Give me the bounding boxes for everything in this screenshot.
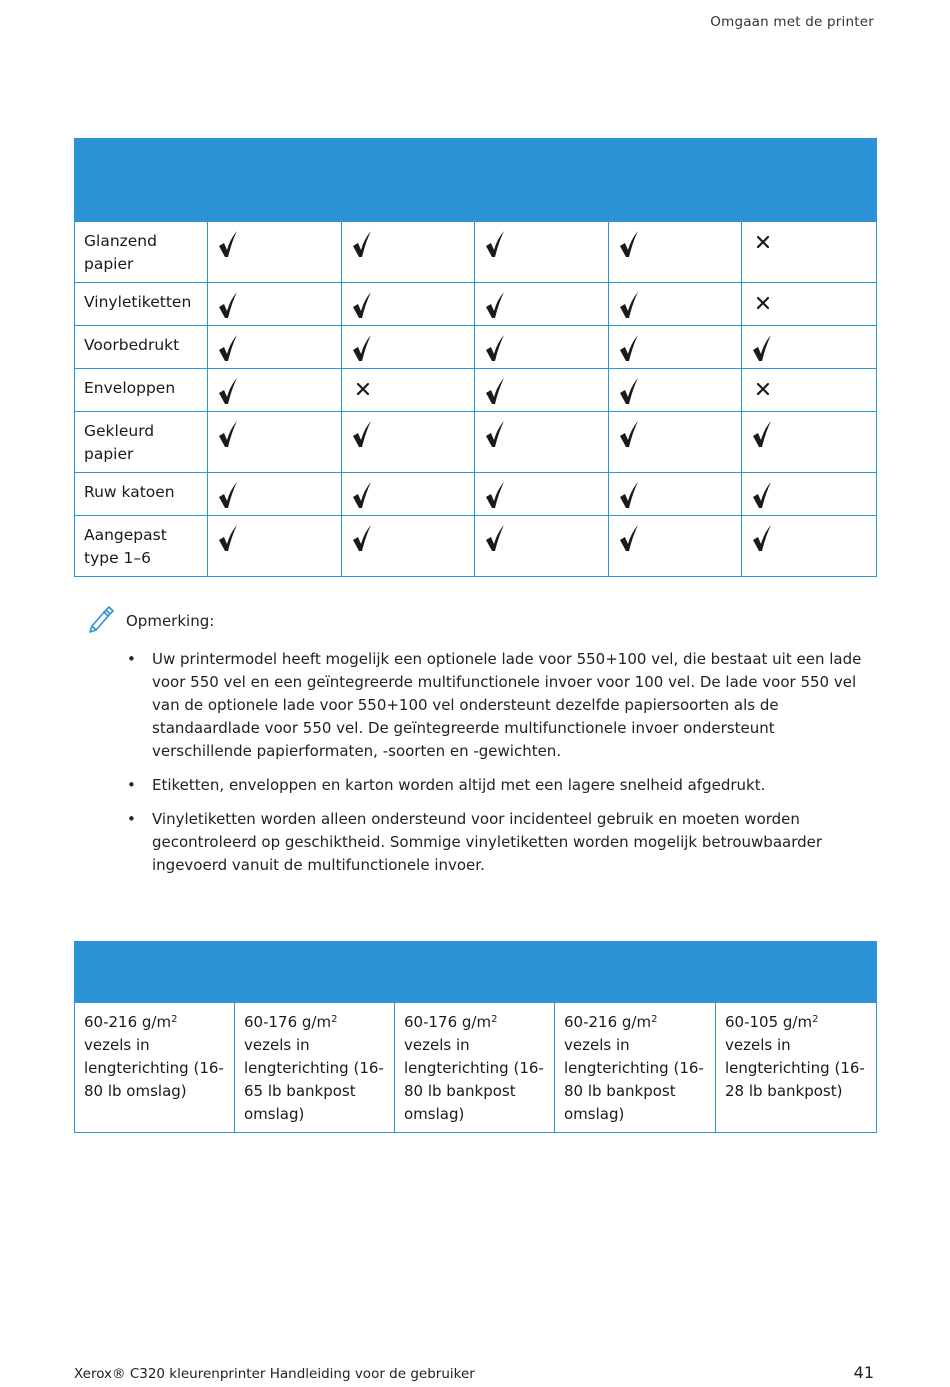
check-icon <box>484 291 599 319</box>
check-icon <box>351 420 465 448</box>
check-icon <box>484 230 599 258</box>
check-icon <box>751 334 867 362</box>
supported-cell <box>208 283 342 326</box>
table-row <box>75 473 877 516</box>
table-row <box>75 369 877 412</box>
check-icon <box>618 334 732 362</box>
check-icon <box>618 377 732 405</box>
supported-cell <box>609 369 742 412</box>
supported-cell <box>208 326 342 369</box>
supported-cell <box>475 222 609 283</box>
check-icon <box>618 481 732 509</box>
supported-cell <box>342 516 475 577</box>
cross-icon <box>751 236 867 248</box>
unsupported-cell <box>342 369 475 412</box>
check-icon <box>217 291 332 319</box>
check-icon <box>217 420 332 448</box>
supported-cell <box>342 412 475 473</box>
cross-icon <box>751 383 867 395</box>
list-item: • Etiketten, enveloppen en karton worden altijd met een lagere snelheid afgedrukt. <box>152 774 876 797</box>
running-header: Omgaan met de printer <box>710 14 874 30</box>
row-label: Aangepast type 1–6 <box>75 516 208 577</box>
supported-cell <box>208 222 342 283</box>
check-icon <box>618 524 732 552</box>
supported-cell <box>342 473 475 516</box>
supported-cell <box>208 473 342 516</box>
check-icon <box>751 481 867 509</box>
list-item: • Vinyletiketten worden alleen ondersteund voor incidenteel gebruik en moeten worden gecontroleerd op geschiktheid. Sommige vinyletiketten worden mogelijk betrouwbaarder ingevoerd vanuit de multifunctionele invoer. <box>152 808 876 877</box>
row-label: Vinyletiketten <box>75 283 208 326</box>
list-item: • Uw printermodel heeft mogelijk een optionele lade voor 550+100 vel, die bestaat uit een lade voor 550 vel en een geïntegreerde multifunctionele invoer voor 100 vel. De lade voor 550 vel van de optionele lade voor 550+100 vel ondersteunt dezelfde papiersoorten als de standaardlade voor 550 vel. De geïntegreerde multifunctionele invoer ondersteunt verschillende papierformaten, -soorten en -gewichten. <box>152 648 876 763</box>
weight-cell: 60-176 $g/m^2$ vezels in lengterichting (16-65 lb bankpost omslag) <box>235 1003 395 1133</box>
supported-cell <box>208 516 342 577</box>
check-icon <box>351 291 465 319</box>
row-label: Gekleurd papier <box>75 412 208 473</box>
supported-cell <box>342 222 475 283</box>
supported-cell <box>742 412 877 473</box>
footer-title: Xerox® C320 kleurenprinter Handleiding voor de gebruiker <box>74 1366 475 1382</box>
supported-cell <box>609 283 742 326</box>
check-icon <box>217 377 332 405</box>
row-label: Voorbedrukt <box>75 326 208 369</box>
check-icon <box>351 230 465 258</box>
supported-cell <box>342 326 475 369</box>
weight-cell: 60-105 $g/m^2$ vezels in lengterichting (16-28 lb bankpost) <box>716 1003 877 1133</box>
check-icon <box>618 420 732 448</box>
supported-cell <box>609 516 742 577</box>
supported-cell <box>475 369 609 412</box>
check-icon <box>217 334 332 362</box>
check-icon <box>484 524 599 552</box>
check-icon <box>351 524 465 552</box>
supported-cell <box>609 473 742 516</box>
check-icon <box>217 230 332 258</box>
check-icon <box>484 420 599 448</box>
pencil-icon <box>86 604 114 638</box>
check-icon <box>351 481 465 509</box>
weight-cell: 60-176 $g/m^2$ vezels in lengterichting (16-80 lb bankpost omslag) <box>395 1003 555 1133</box>
row-label: Glanzend papier <box>75 222 208 283</box>
note-label: Opmerking: <box>126 612 215 630</box>
check-icon <box>751 420 867 448</box>
table-header-row <box>75 139 877 222</box>
table-row <box>75 283 877 326</box>
check-icon <box>618 291 732 319</box>
page-number: 41 <box>853 1363 874 1382</box>
table-row <box>75 412 877 473</box>
paper-weights-table <box>74 941 877 1133</box>
supported-cell <box>342 283 475 326</box>
supported-cell <box>609 222 742 283</box>
row-label: Enveloppen <box>75 369 208 412</box>
check-icon <box>484 481 599 509</box>
supported-cell <box>475 412 609 473</box>
check-icon <box>484 377 599 405</box>
supported-cell <box>475 326 609 369</box>
supported-cell <box>609 412 742 473</box>
supported-cell <box>609 326 742 369</box>
unsupported-cell <box>742 222 877 283</box>
table-row <box>75 222 877 283</box>
weight-cell: 60-216 $g/m^2$ vezels in lengterichting (16-80 lb bankpost omslag) <box>555 1003 716 1133</box>
table-row <box>75 326 877 369</box>
supported-cell <box>475 473 609 516</box>
unsupported-cell <box>742 283 877 326</box>
paper-types-table <box>74 138 877 577</box>
check-icon <box>217 524 332 552</box>
table-row <box>75 1003 877 1133</box>
weight-cell: 60-216 $g/m^2$ vezels in lengterichting (16-80 lb omslag) <box>75 1003 235 1133</box>
supported-cell <box>208 369 342 412</box>
table-header-row <box>75 942 877 1003</box>
supported-cell <box>475 283 609 326</box>
check-icon <box>751 524 867 552</box>
supported-cell <box>208 412 342 473</box>
table-row <box>75 516 877 577</box>
unsupported-cell <box>742 369 877 412</box>
note-block <box>86 604 876 888</box>
supported-cell <box>742 326 877 369</box>
check-icon <box>484 334 599 362</box>
supported-cell <box>742 473 877 516</box>
check-icon <box>618 230 732 258</box>
check-icon <box>351 334 465 362</box>
cross-icon <box>751 297 867 309</box>
row-label: Ruw katoen <box>75 473 208 516</box>
cross-icon <box>351 383 465 395</box>
supported-cell <box>475 516 609 577</box>
check-icon <box>217 481 332 509</box>
supported-cell <box>742 516 877 577</box>
note-list <box>86 648 876 877</box>
